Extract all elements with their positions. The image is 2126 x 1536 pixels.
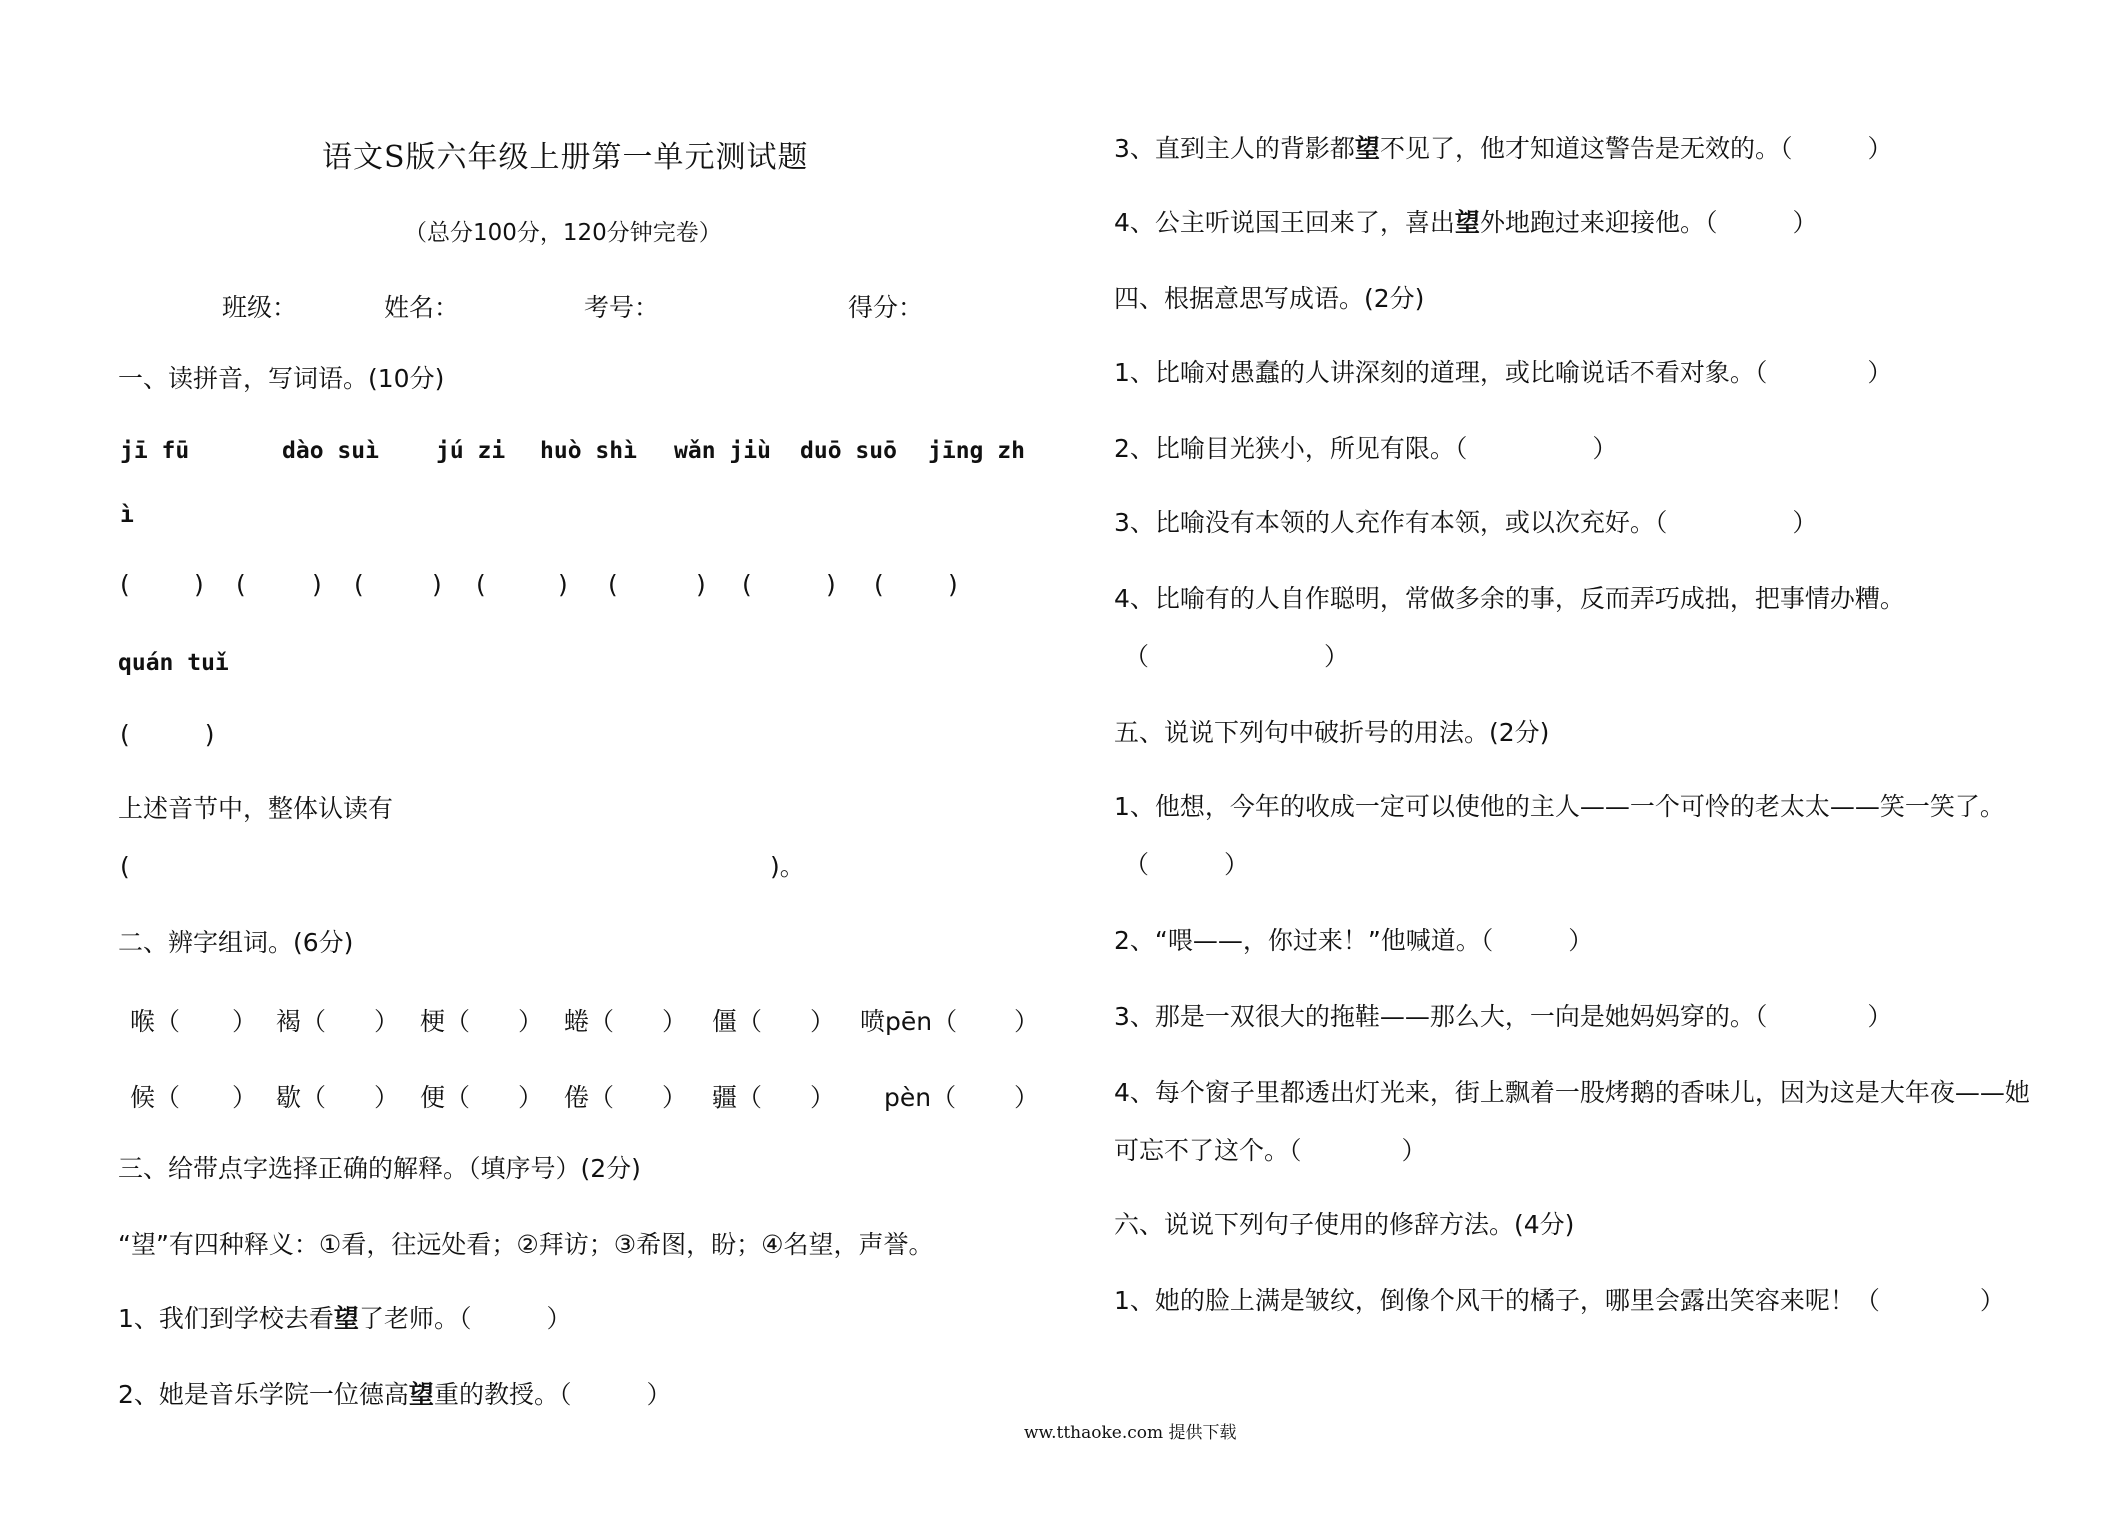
paren: ） [662, 1007, 688, 1036]
question-text: 不见了，他才知道这警告是无效的。（ ） [1379, 134, 1893, 163]
paren: ） [518, 1083, 544, 1112]
paren: ） [1014, 1007, 1040, 1036]
paren: ) [312, 570, 322, 599]
char-item: 梗（ [420, 1007, 471, 1036]
pinyin-item: wǎn jiù [674, 438, 771, 464]
section-4-heading: 四、根据意思写成语。(2分) [1114, 284, 1425, 313]
page-title: 语文S版六年级上册第一单元测试题 [322, 140, 809, 175]
paren: ( [742, 570, 752, 599]
question-3-4 [1114, 206, 1817, 240]
question-4-1: 1、比喻对愚蠢的人讲深刻的道理，或比喻说话不看对象。（ ） [1114, 358, 1893, 387]
paren: ( [120, 570, 130, 599]
page-subtitle: （总分100分，120分钟完卷） [404, 220, 722, 246]
paren: ( [354, 570, 364, 599]
question-4-2: 2、比喻目光狭小，所见有限。（ ） [1114, 434, 1618, 463]
char-item: 褐（ [276, 1007, 327, 1036]
question-5-4-cont: 可忘不了这个。（ ） [1114, 1136, 1427, 1165]
paren: （ ） [1124, 850, 1250, 879]
paren: ( [120, 852, 130, 881]
question-text: 2、她是音乐学院一位德高 [118, 1380, 409, 1409]
dotted-char: 望 [408, 1380, 434, 1409]
paren: ） [232, 1007, 258, 1036]
pinyin-item: huò shì [540, 438, 637, 464]
paren: ( [476, 570, 486, 599]
class-label: 班级： [222, 293, 298, 322]
paren: ) [696, 570, 706, 599]
syllable-note: 上述音节中，整体认读有 [118, 794, 394, 823]
question-3-3 [1114, 132, 1892, 166]
char-item: 候（ [130, 1083, 181, 1112]
paren: ） [662, 1083, 688, 1112]
pinyin-item: jīng zh [928, 438, 1025, 464]
paren: ) [432, 570, 442, 599]
paren: ） [810, 1083, 836, 1112]
pinyin-item: duō suō [800, 438, 897, 464]
paren: ） [518, 1007, 544, 1036]
section-6-heading: 六、说说下列句子使用的修辞方法。(4分) [1114, 1210, 1575, 1239]
question-3-1 [118, 1302, 571, 1336]
paren: ) [948, 570, 958, 599]
paren: )。 [770, 852, 805, 881]
char-item: 蜷（ [564, 1007, 615, 1036]
paren: ） [810, 1007, 836, 1036]
paren: ） [1014, 1083, 1040, 1112]
paren: ( [874, 570, 884, 599]
number-label: 考号： [584, 293, 660, 322]
pinyin-continuation: ì [120, 502, 134, 528]
question-5-2: 2、“喂——，你过来！”他喊道。（ ） [1114, 926, 1594, 955]
paren: ( [236, 570, 246, 599]
section-2-heading: 二、辨字组词。(6分) [118, 928, 354, 957]
section-3-heading: 三、给带点字选择正确的解释。（填序号）(2分) [118, 1154, 641, 1183]
question-6-1: 1、她的脸上满是皱纹，倒像个风干的橘子，哪里会露出笑容来呢！（ ） [1114, 1286, 2005, 1315]
pinyin-item: dào suì [282, 438, 379, 464]
paren: （ ） [1124, 642, 1350, 671]
pinyin-item: jī fū [120, 438, 190, 464]
char-item: 疆（ [712, 1083, 763, 1112]
question-4-4: 4、比喻有的人自作聪明，常做多余的事，反而弄巧成拙，把事情办糟。 [1114, 584, 1905, 613]
pinyin-item: jú zi [436, 438, 506, 464]
char-item: 倦（ [564, 1083, 615, 1112]
footer-credit: ww.tthaoke.com 提供下载 [1024, 1423, 1237, 1443]
paren: ) [194, 570, 204, 599]
paren: ） [232, 1083, 258, 1112]
question-text: 重的教授。（ ） [433, 1380, 672, 1409]
dotted-char: 望 [333, 1304, 359, 1333]
char-item: 歇（ [276, 1083, 327, 1112]
section-1-heading: 一、读拼音，写词语。(10分) [118, 364, 445, 393]
question-text: 3、直到主人的背影都 [1114, 134, 1355, 163]
paren: ) [826, 570, 836, 599]
char-item: 僵（ [712, 1007, 763, 1036]
char-item: 喷pēn（ [860, 1007, 958, 1036]
question-5-1: 1、他想，今年的收成一定可以使他的主人——一个可怜的老太太——笑一笑了。 [1114, 792, 2005, 821]
char-item: 喉（ [130, 1007, 181, 1036]
paren: ( ) [120, 720, 215, 749]
question-5-4: 4、每个窗子里都透出灯光来，街上飘着一股烤鹅的香味儿，因为这是大年夜——她 [1114, 1078, 2030, 1107]
dotted-char: 望 [1454, 208, 1480, 237]
question-3-2 [118, 1378, 671, 1412]
pinyin-item-quan-tui: quán tuǐ [118, 650, 229, 676]
name-label: 姓名： [384, 293, 460, 322]
paren: ) [558, 570, 568, 599]
paren: ） [374, 1007, 400, 1036]
question-4-3: 3、比喻没有本领的人充作有本领，或以次充好。（ ） [1114, 508, 1818, 537]
char-item: pèn（ [884, 1083, 957, 1112]
question-text: 了老师。（ ） [358, 1304, 572, 1333]
question-text: 4、公主听说国王回来了，喜出 [1114, 208, 1455, 237]
char-item: 便（ [420, 1083, 471, 1112]
paren: ( [608, 570, 618, 599]
dotted-char: 望 [1354, 134, 1380, 163]
score-label: 得分： [848, 293, 924, 322]
question-5-3: 3、那是一双很大的拖鞋——那么大，一向是她妈妈穿的。（ ） [1114, 1002, 1893, 1031]
paren: ） [374, 1083, 400, 1112]
section-3-intro: “望”有四种释义：①看，往远处看；②拜访；③希图，盼；④名望，声誉。 [118, 1230, 934, 1259]
section-5-heading: 五、说说下列句中破折号的用法。(2分) [1114, 718, 1550, 747]
question-text: 外地跑过来迎接他。（ ） [1479, 208, 1818, 237]
question-text: 1、我们到学校去看 [118, 1304, 334, 1333]
